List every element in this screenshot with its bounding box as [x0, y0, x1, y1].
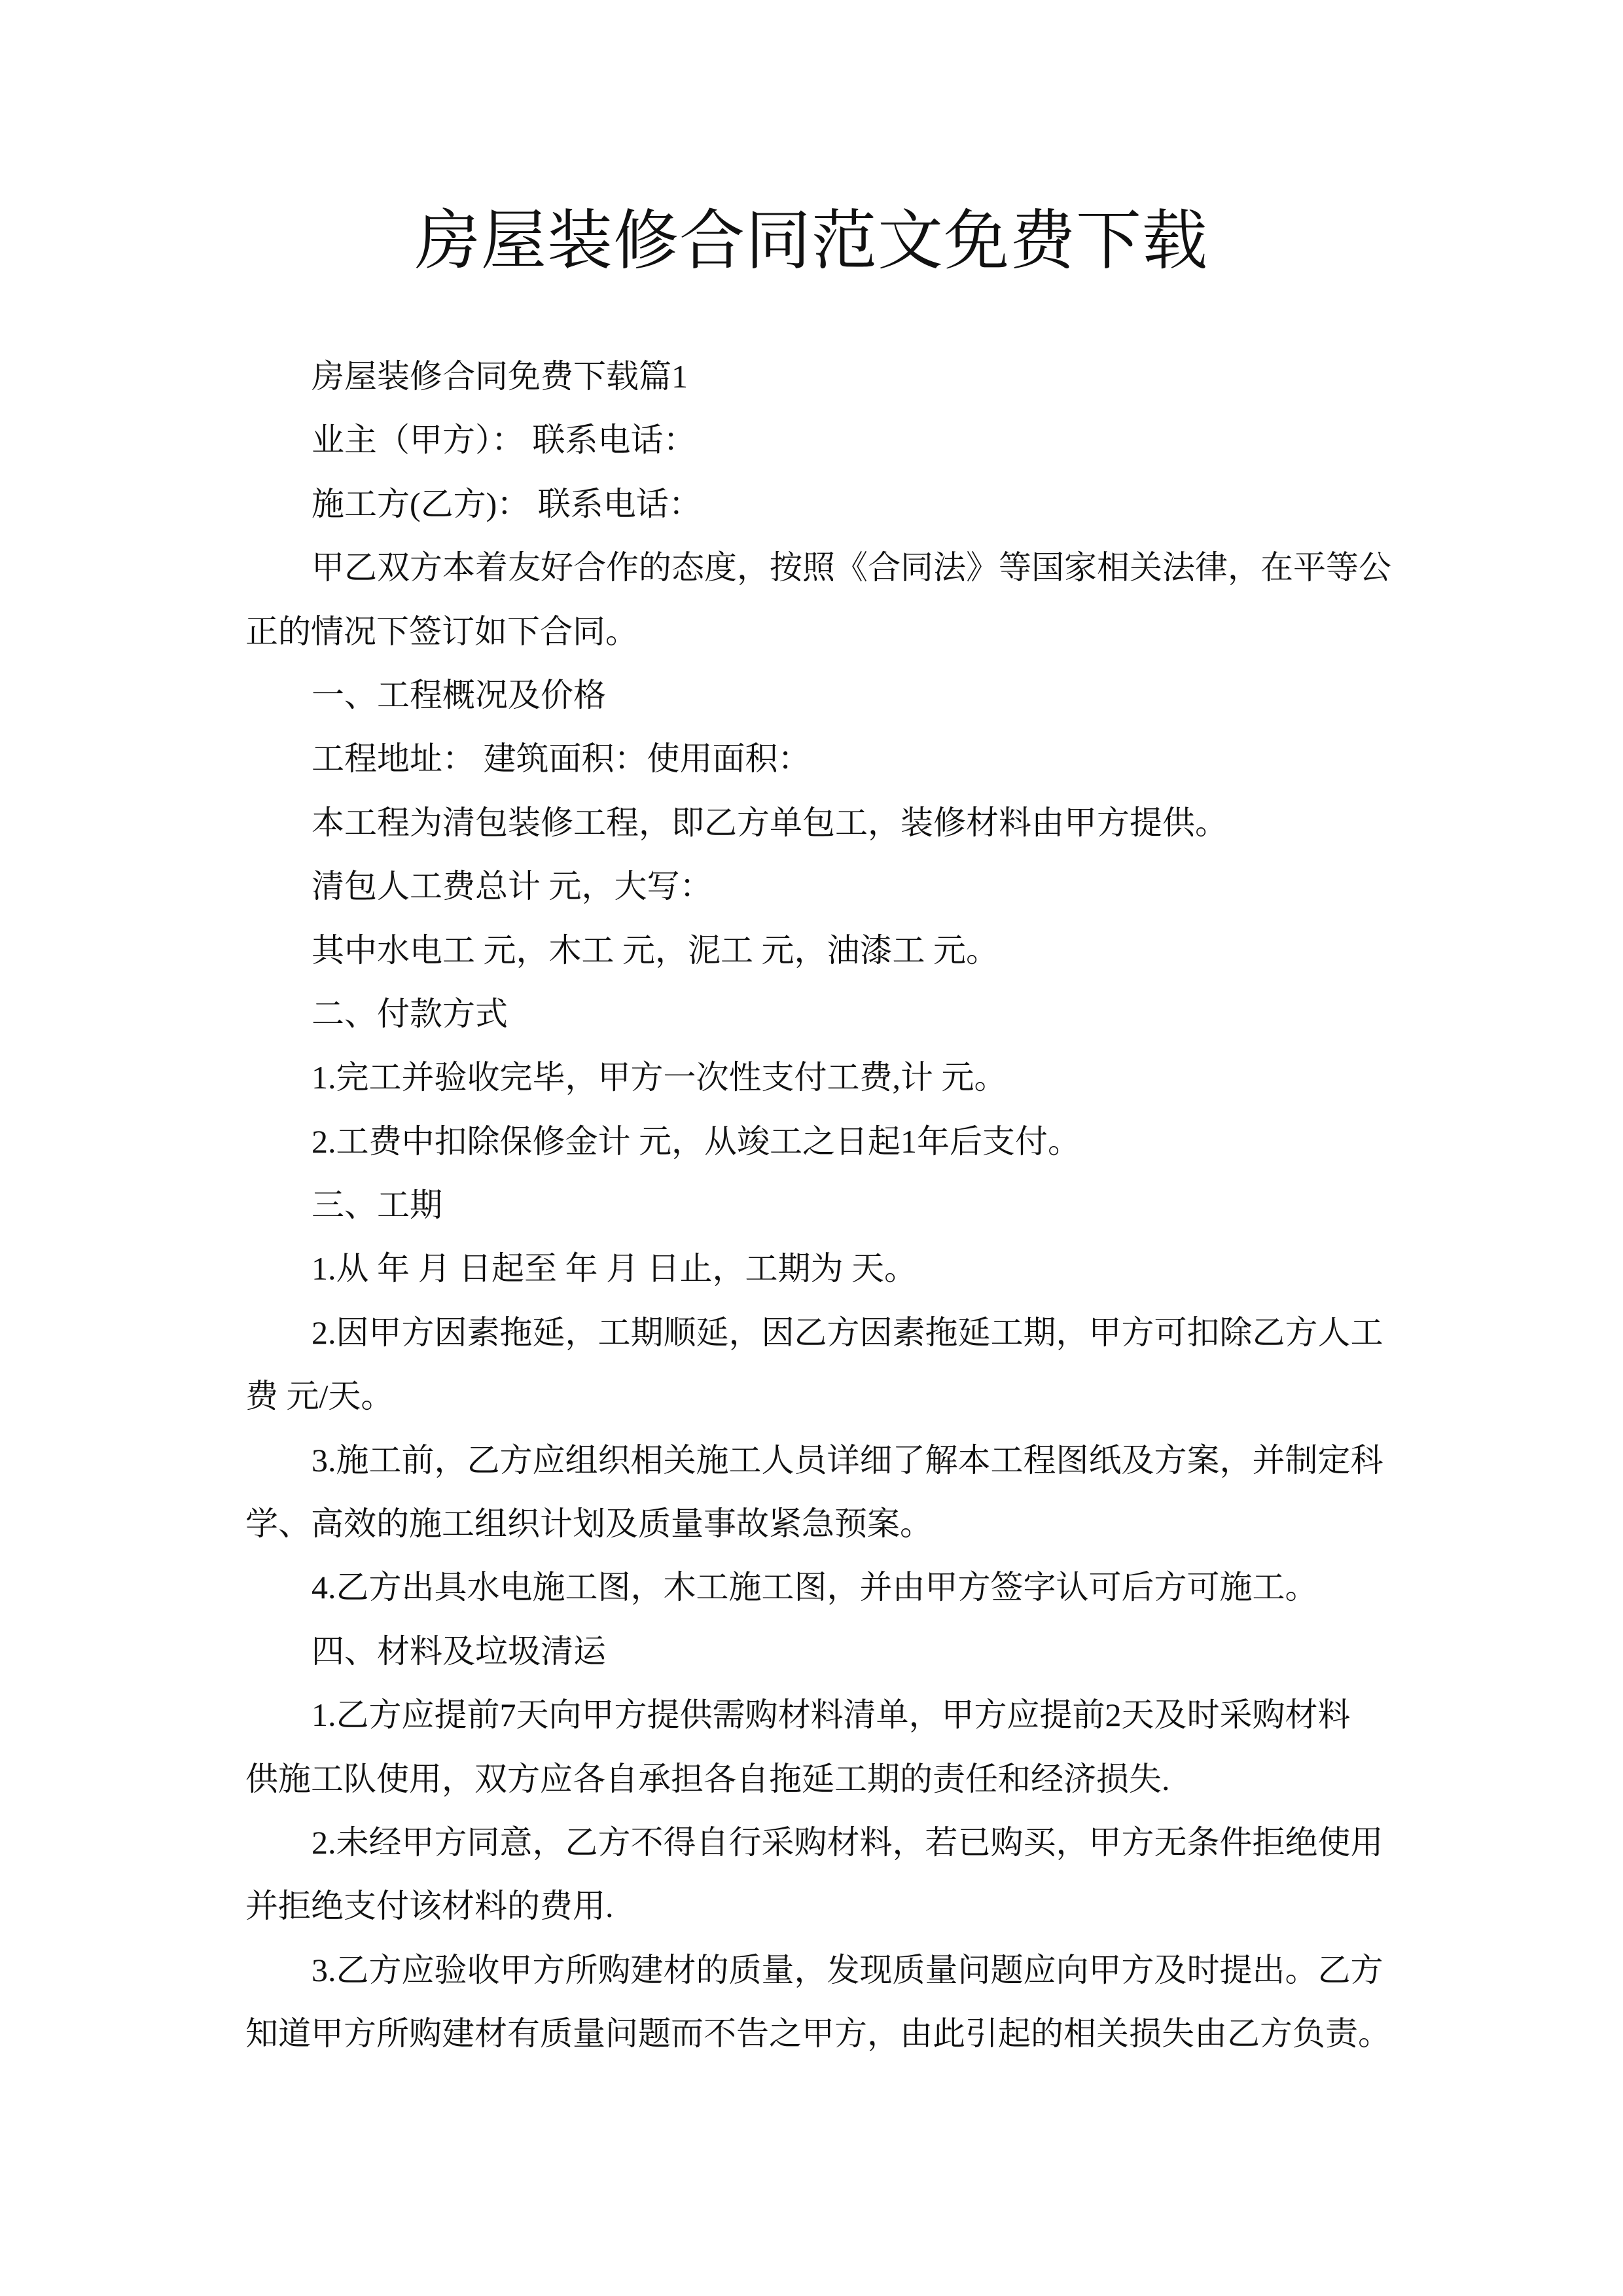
paragraph-line: 1.乙方应提前7天向甲方提供需购材料清单，甲方应提前2天及时采购材料: [312, 1696, 1351, 1734]
paragraph-line: 清包人工费总计 元，大写：: [312, 868, 713, 905]
paragraph: [245, 1301, 1397, 1429]
paragraph-line: 4.乙方出具水电施工图，木工施工图，并由甲方签字认可后方可施工。: [312, 1569, 1318, 1606]
paragraph-line: 本工程为清包装修工程，即乙方单包工，装修材料由甲方提供。: [312, 804, 1228, 841]
document-title: 房屋装修合同范文免费下载: [415, 205, 1208, 278]
paragraph: [245, 919, 1397, 982]
paragraph-line: 费 元/天。: [245, 1378, 394, 1415]
paragraph: [245, 791, 1397, 855]
paragraph-line: 三、工期: [312, 1187, 442, 1224]
paragraph-line: 甲乙双方本着友好合作的态度，按照《合同法》等国家相关法律，在平等公: [312, 549, 1391, 586]
document-body: [245, 345, 1397, 2066]
paragraph-line: 工程地址： 建筑面积：使用面积：: [312, 740, 811, 778]
paragraph-line: 知道甲方所购建材有质量问题而不告之甲方，由此引起的相关损失由乙方负责。: [245, 2015, 1391, 2053]
paragraph: [245, 855, 1397, 918]
paragraph-line: 学、高效的施工组织计划及质量事故紧急预案。: [245, 1505, 933, 1543]
paragraph: [245, 1174, 1397, 1237]
paragraph-line: 四、材料及垃圾清运: [312, 1632, 606, 1670]
paragraph: [245, 345, 1397, 408]
paragraph-line: 供施工队使用，双方应各自承担各自拖延工期的责任和经济损失.: [245, 1760, 1170, 1797]
paragraph-line: 正的情况下签订如下合同。: [245, 613, 638, 650]
paragraph-line: 其中水电工 元，木工 元，泥工 元，油漆工 元。: [312, 931, 999, 969]
paragraph-line: 3.乙方应验收甲方所购建材的质量，发现质量问题应向甲方及时提出。乙方: [312, 1951, 1383, 1988]
paragraph-line: 2.工费中扣除保修金计 元，从竣工之日起1年后支付。: [312, 1122, 1080, 1160]
paragraph: [245, 1429, 1397, 1556]
paragraph: [245, 1237, 1397, 1300]
paragraph: [245, 982, 1397, 1046]
paragraph-line: 1.完工并验收完毕，甲方一次性支付工费,计 元。: [312, 1059, 1007, 1096]
paragraph-line: 3.施工前，乙方应组织相关施工人员详细了解本工程图纸及方案，并制定科: [312, 1441, 1383, 1479]
paragraph-line: 施工方(乙方)： 联系电话：: [312, 485, 702, 522]
paragraph: [245, 727, 1397, 791]
paragraph: [245, 536, 1397, 664]
paragraph-line: 2.未经甲方同意，乙方不得自行采购材料，若已购买，甲方无条件拒绝使用: [312, 1823, 1383, 1861]
paragraph: [245, 1939, 1397, 2066]
paragraph: [245, 473, 1397, 536]
paragraph: [245, 1811, 1397, 1939]
paragraph: [245, 1556, 1397, 1619]
paragraph-line: 业主（甲方）： 联系电话：: [312, 422, 696, 459]
paragraph-line: 2.因甲方因素拖延，工期顺延，因乙方因素拖延工期，甲方可扣除乙方人工: [312, 1314, 1383, 1351]
paragraph: [245, 1683, 1397, 1811]
paragraph: [245, 408, 1397, 472]
paragraph-line: 房屋装修合同免费下载篇1: [312, 358, 688, 395]
paragraph: [245, 1620, 1397, 1683]
paragraph: [245, 664, 1397, 727]
paragraph-line: 1.从 年 月 日起至 年 月 日止，工期为 天。: [312, 1250, 917, 1287]
paragraph-line: 并拒绝支付该材料的费用.: [245, 1888, 614, 1925]
paragraph: [245, 1110, 1397, 1174]
paragraph-line: 一、工程概况及价格: [312, 676, 606, 713]
paragraph: [245, 1046, 1397, 1109]
paragraph-line: 二、付款方式: [312, 995, 508, 1032]
